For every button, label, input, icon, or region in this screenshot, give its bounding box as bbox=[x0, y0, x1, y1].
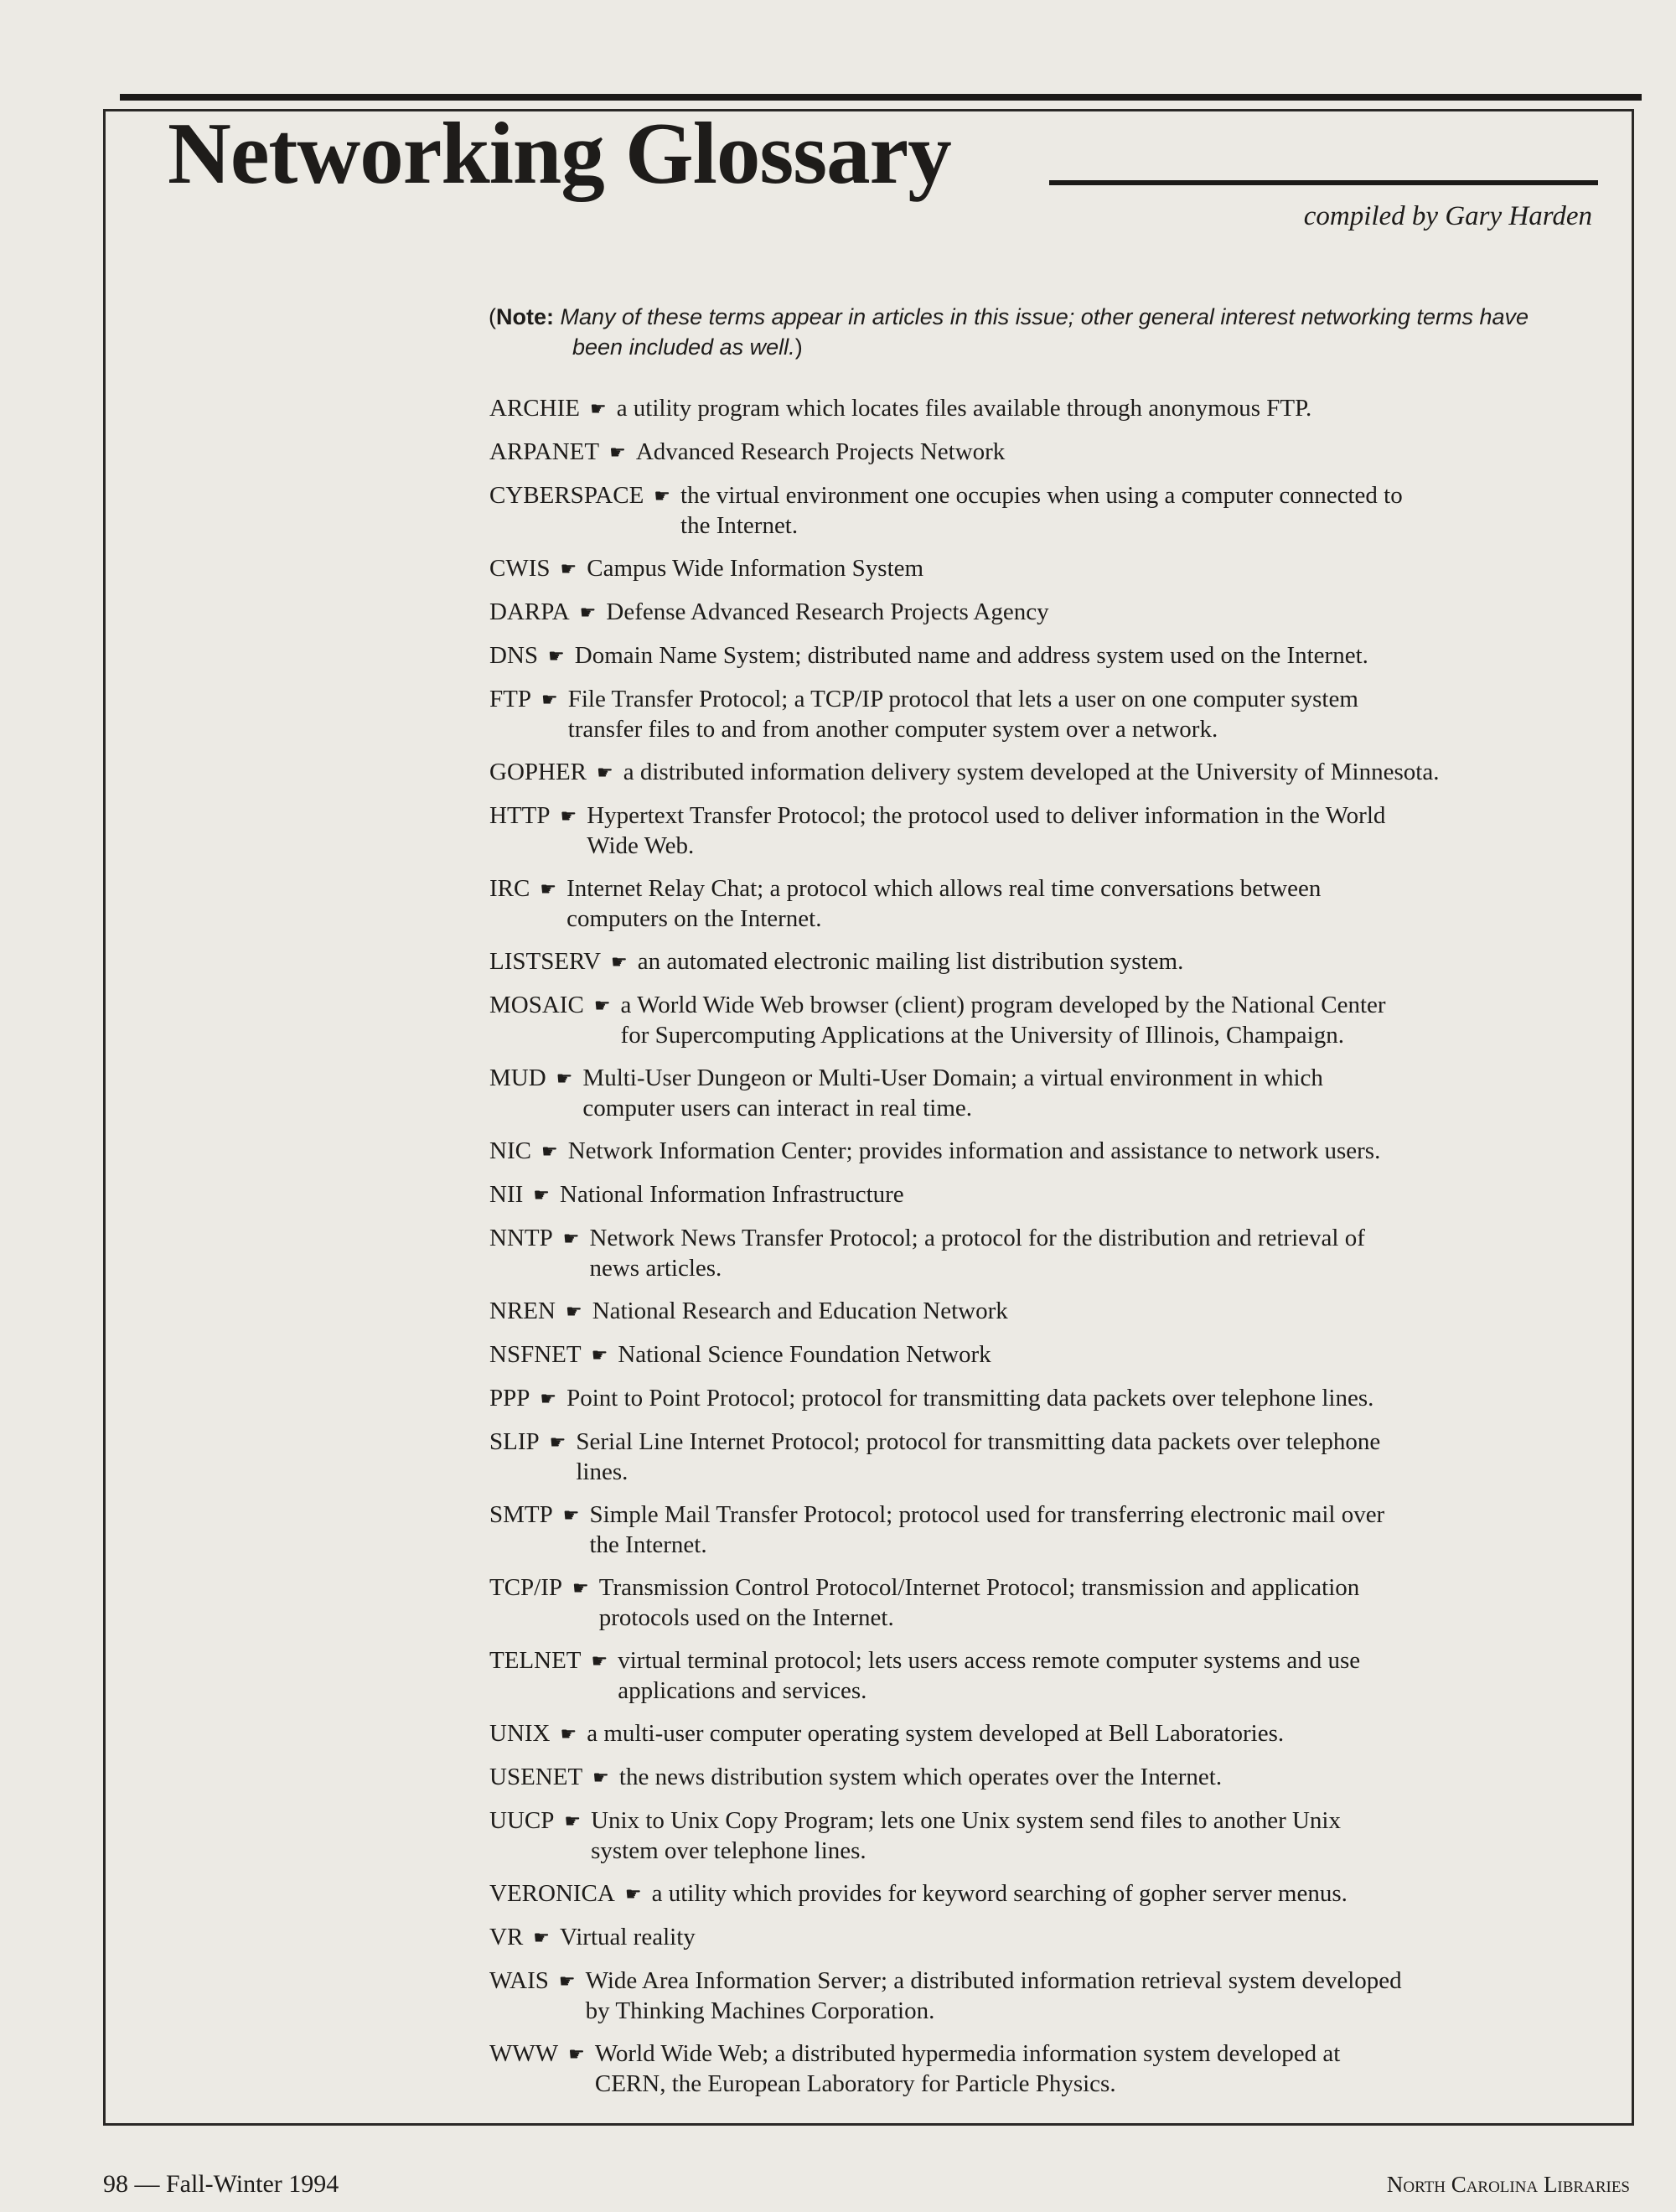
glossary-entry bbox=[489, 991, 1612, 1050]
glossary-term: FTP bbox=[489, 686, 531, 712]
glossary-term: NREN bbox=[489, 1298, 556, 1324]
glossary-term: SLIP bbox=[489, 1428, 540, 1455]
pointing-hand-icon: ☛ bbox=[533, 1928, 551, 1949]
glossary-definition-continued: news articles. bbox=[589, 1255, 722, 1282]
title-underline bbox=[1049, 180, 1598, 185]
top-rule bbox=[120, 94, 1642, 101]
glossary-definition-continued: lines. bbox=[576, 1458, 628, 1485]
glossary-entry bbox=[489, 947, 1612, 977]
glossary-term: DARPA bbox=[489, 598, 570, 625]
glossary-entry bbox=[489, 1137, 1612, 1167]
glossary-term: SMTP bbox=[489, 1501, 553, 1528]
glossary-entry bbox=[489, 1064, 1612, 1123]
entry-first-line bbox=[489, 641, 1612, 671]
editor-note bbox=[489, 302, 1611, 362]
glossary-term: WAIS bbox=[489, 1967, 549, 1994]
glossary-definition-continued: protocols used on the Internet. bbox=[598, 1604, 894, 1631]
pointing-hand-icon: ☛ bbox=[565, 1302, 582, 1323]
glossary-definition: National Information Infrastructure bbox=[560, 1181, 904, 1208]
glossary-entry bbox=[489, 598, 1612, 628]
glossary-entry bbox=[489, 1180, 1612, 1210]
glossary-definition-continued: computer users can interact in real time. bbox=[582, 1095, 973, 1122]
pointing-hand-icon: ☛ bbox=[568, 2044, 585, 2065]
glossary-definition: Point to Point Protocol; protocol for transmitting data packets over telephone lines. bbox=[566, 1385, 1374, 1412]
glossary-term: NII bbox=[489, 1181, 524, 1208]
glossary-definition: Internet Relay Chat; a protocol which allows real time conversations between bbox=[566, 875, 1322, 902]
glossary-definition: Network News Transfer Protocol; a protocol for the distribution and retrieval of bbox=[589, 1225, 1365, 1251]
glossary-entry bbox=[489, 641, 1612, 671]
pointing-hand-icon: ☛ bbox=[593, 996, 611, 1017]
glossary-entry bbox=[489, 1573, 1612, 1633]
glossary-definition: National Research and Education Network bbox=[592, 1298, 1008, 1324]
note-label: Note: bbox=[496, 304, 554, 329]
glossary-definition: a distributed information delivery system developed at the University of Minnesota. bbox=[623, 759, 1440, 785]
pointing-hand-icon: ☛ bbox=[533, 1185, 550, 1206]
glossary-definition: National Science Foundation Network bbox=[618, 1341, 991, 1368]
pointing-hand-icon: ☛ bbox=[564, 1811, 582, 1832]
glossary-definition-continued: the Internet. bbox=[589, 1531, 707, 1558]
pointing-hand-icon: ☛ bbox=[560, 1724, 577, 1745]
glossary-term: CYBERSPACE bbox=[489, 482, 644, 509]
glossary-definition-continued: Wide Web. bbox=[587, 832, 695, 859]
glossary-term: NNTP bbox=[489, 1225, 553, 1251]
glossary-entry bbox=[489, 801, 1612, 861]
note-close-paren: ) bbox=[794, 334, 803, 360]
page-folio: 98 — Fall-Winter 1994 bbox=[103, 2170, 339, 2198]
entry-first-line bbox=[489, 1384, 1612, 1414]
glossary-entry bbox=[489, 1646, 1612, 1706]
pointing-hand-icon: ☛ bbox=[562, 1505, 580, 1526]
glossary-definition: Unix to Unix Copy Program; lets one Unix system send files to another Unix bbox=[591, 1807, 1341, 1834]
publication-name: North Carolina Libraries bbox=[1386, 2172, 1630, 2197]
pointing-hand-icon: ☛ bbox=[591, 1651, 608, 1672]
glossary-entry bbox=[489, 1923, 1612, 1953]
glossary-definition-continued: the Internet. bbox=[680, 512, 799, 539]
glossary-entry bbox=[489, 1297, 1612, 1327]
pointing-hand-icon: ☛ bbox=[549, 1432, 566, 1453]
glossary-definition-continued: transfer files to and from another computer system over a network. bbox=[567, 716, 1218, 743]
entry-first-line bbox=[489, 1719, 1612, 1749]
entry-first-line bbox=[489, 1763, 1612, 1793]
glossary-entry bbox=[489, 554, 1612, 584]
glossary-entry bbox=[489, 685, 1612, 744]
glossary-term: ARPANET bbox=[489, 438, 600, 465]
entry-first-line bbox=[489, 2039, 1612, 2070]
entry-first-line bbox=[489, 1180, 1612, 1210]
pointing-hand-icon: ☛ bbox=[654, 486, 671, 507]
glossary-definition: Campus Wide Information System bbox=[587, 555, 924, 582]
note-text-2: been included as well. bbox=[572, 334, 795, 360]
pointing-hand-icon: ☛ bbox=[611, 952, 628, 973]
page-title: Networking Glossary bbox=[168, 104, 951, 202]
glossary-definition: Virtual reality bbox=[560, 1924, 696, 1950]
glossary-definition: a utility program which locates files available through anonymous FTP. bbox=[616, 395, 1312, 422]
pointing-hand-icon: ☛ bbox=[560, 806, 577, 827]
glossary-definition-continued: for Supercomputing Applications at the University of Illinois, Champaign. bbox=[620, 1022, 1344, 1049]
glossary-term: DNS bbox=[489, 642, 539, 669]
glossary-definition: virtual terminal protocol; lets users access remote computer systems and use bbox=[618, 1647, 1361, 1674]
note-line-1 bbox=[489, 302, 1611, 332]
glossary-term: WWW bbox=[489, 2040, 559, 2067]
entry-first-line bbox=[489, 1224, 1612, 1254]
entry-first-line bbox=[489, 1340, 1612, 1370]
glossary-term: GOPHER bbox=[489, 759, 587, 785]
pointing-hand-icon: ☛ bbox=[548, 646, 565, 667]
entry-first-line bbox=[489, 685, 1612, 715]
pointing-hand-icon: ☛ bbox=[540, 1389, 557, 1410]
glossary-term: VERONICA bbox=[489, 1880, 615, 1907]
glossary-definition: the virtual environment one occupies when using a computer connected to bbox=[680, 482, 1403, 509]
note-open-paren: ( bbox=[489, 304, 496, 329]
glossary-definition: Network Information Center; provides information and assistance to network users. bbox=[567, 1137, 1381, 1164]
glossary-definition: the news distribution system which operates over the Internet. bbox=[618, 1764, 1223, 1790]
entry-first-line bbox=[489, 481, 1612, 511]
pointing-hand-icon: ☛ bbox=[597, 763, 613, 784]
pointing-hand-icon: ☛ bbox=[592, 1768, 609, 1789]
pointing-hand-icon: ☛ bbox=[560, 559, 577, 580]
glossary-entry bbox=[489, 1224, 1612, 1283]
glossary-definition-continued: computers on the Internet. bbox=[566, 905, 822, 932]
glossary-definition: World Wide Web; a distributed hypermedia information system developed at bbox=[594, 2040, 1341, 2067]
glossary-definition: Multi-User Dungeon or Multi-User Domain; a virtual environment in which bbox=[582, 1065, 1323, 1091]
glossary-entry bbox=[489, 1340, 1612, 1370]
pointing-hand-icon: ☛ bbox=[558, 1971, 576, 1992]
glossary-entry bbox=[489, 1427, 1612, 1487]
glossary-definition: Wide Area Information Server; a distributed information retrieval system developed bbox=[585, 1967, 1402, 1994]
glossary-entry bbox=[489, 1500, 1612, 1560]
pointing-hand-icon: ☛ bbox=[572, 1578, 589, 1599]
glossary-definition-continued: applications and services. bbox=[618, 1677, 867, 1704]
glossary-entry bbox=[489, 1966, 1612, 2026]
glossary-entry bbox=[489, 2039, 1612, 2099]
glossary-definition: an automated electronic mailing list distribution system. bbox=[637, 948, 1184, 975]
note-text-1: Many of these terms appear in articles in this issue; other general interest networking terms have bbox=[560, 304, 1529, 329]
entry-first-line bbox=[489, 1297, 1612, 1327]
note-line-2 bbox=[489, 332, 1611, 362]
glossary-definition: Hypertext Transfer Protocol; the protocol used to deliver information in the World bbox=[587, 802, 1386, 829]
pointing-hand-icon: ☛ bbox=[624, 1884, 642, 1905]
glossary-definition: File Transfer Protocol; a TCP/IP protocol that lets a user on one computer system bbox=[567, 686, 1358, 712]
pointing-hand-icon: ☛ bbox=[562, 1229, 580, 1250]
glossary-term: MOSAIC bbox=[489, 992, 584, 1018]
entry-first-line bbox=[489, 758, 1612, 788]
glossary-entry bbox=[489, 481, 1612, 541]
entry-first-line bbox=[489, 1966, 1612, 1997]
pointing-hand-icon: ☛ bbox=[540, 879, 557, 900]
glossary-term: NSFNET bbox=[489, 1341, 582, 1368]
glossary-entry bbox=[489, 394, 1612, 424]
entry-first-line bbox=[489, 1573, 1612, 1603]
pointing-hand-icon: ☛ bbox=[579, 603, 597, 624]
entry-first-line bbox=[489, 1806, 1612, 1836]
glossary-term: VR bbox=[489, 1924, 524, 1950]
entry-first-line bbox=[489, 1879, 1612, 1909]
glossary-definition-continued: CERN, the European Laboratory for Particle Physics. bbox=[594, 2070, 1116, 2097]
entry-first-line bbox=[489, 1500, 1612, 1531]
glossary-entry bbox=[489, 1384, 1612, 1414]
glossary-definition: Domain Name System; distributed name and address system used on the Internet. bbox=[574, 642, 1368, 669]
pointing-hand-icon: ☛ bbox=[591, 1345, 608, 1366]
entry-first-line bbox=[489, 1923, 1612, 1953]
glossary-term: USENET bbox=[489, 1764, 583, 1790]
glossary-definition: Simple Mail Transfer Protocol; protocol used for transferring electronic mail over bbox=[589, 1501, 1385, 1528]
entry-first-line bbox=[489, 394, 1612, 424]
entry-first-line bbox=[489, 554, 1612, 584]
glossary-definition: a World Wide Web browser (client) program developed by the National Center bbox=[620, 992, 1386, 1018]
glossary-term: PPP bbox=[489, 1385, 530, 1412]
glossary-term: HTTP bbox=[489, 802, 551, 829]
byline: compiled by Gary Harden bbox=[1303, 201, 1592, 231]
glossary-term: UNIX bbox=[489, 1720, 551, 1747]
glossary-entry bbox=[489, 874, 1612, 934]
pointing-hand-icon: ☛ bbox=[541, 690, 558, 711]
entry-first-line bbox=[489, 598, 1612, 628]
entry-first-line bbox=[489, 1064, 1612, 1094]
pointing-hand-icon: ☛ bbox=[609, 443, 626, 464]
glossary-term: ARCHIE bbox=[489, 395, 580, 422]
entry-first-line bbox=[489, 947, 1612, 977]
pointing-hand-icon: ☛ bbox=[589, 399, 607, 420]
glossary-term: CWIS bbox=[489, 555, 551, 582]
entry-first-line bbox=[489, 438, 1612, 468]
glossary-term: UUCP bbox=[489, 1807, 555, 1834]
glossary-entry bbox=[489, 1806, 1612, 1866]
glossary-definition: a utility which provides for keyword searching of gopher server menus. bbox=[651, 1880, 1348, 1907]
glossary-entry bbox=[489, 1763, 1612, 1793]
glossary-entry bbox=[489, 1879, 1612, 1909]
glossary-term: NIC bbox=[489, 1137, 531, 1164]
entry-first-line bbox=[489, 1427, 1612, 1458]
glossary-term: MUD bbox=[489, 1065, 546, 1091]
pointing-hand-icon: ☛ bbox=[541, 1142, 558, 1163]
glossary-entry bbox=[489, 758, 1612, 788]
glossary-definition-continued: system over telephone lines. bbox=[591, 1837, 866, 1864]
entry-first-line bbox=[489, 1137, 1612, 1167]
glossary-definition-continued: by Thinking Machines Corporation. bbox=[585, 1997, 935, 2024]
glossary-term: IRC bbox=[489, 875, 530, 902]
glossary-entry bbox=[489, 1719, 1612, 1749]
glossary-term: TELNET bbox=[489, 1647, 582, 1674]
entry-first-line bbox=[489, 874, 1612, 904]
glossary-definition: Transmission Control Protocol/Internet Protocol; transmission and application bbox=[598, 1574, 1360, 1601]
glossary-term: LISTSERV bbox=[489, 948, 602, 975]
entry-first-line bbox=[489, 991, 1612, 1021]
glossary-entry bbox=[489, 438, 1612, 468]
glossary-definition: Serial Line Internet Protocol; protocol for transmitting data packets over telephone bbox=[576, 1428, 1381, 1455]
pointing-hand-icon: ☛ bbox=[556, 1069, 573, 1090]
glossary-term: TCP/IP bbox=[489, 1574, 563, 1601]
entry-first-line bbox=[489, 801, 1612, 831]
entry-first-line bbox=[489, 1646, 1612, 1676]
glossary-definition: Advanced Research Projects Network bbox=[635, 438, 1006, 465]
glossary-definition: Defense Advanced Research Projects Agency bbox=[606, 598, 1049, 625]
glossary-definition: a multi-user computer operating system developed at Bell Laboratories. bbox=[587, 1720, 1285, 1747]
